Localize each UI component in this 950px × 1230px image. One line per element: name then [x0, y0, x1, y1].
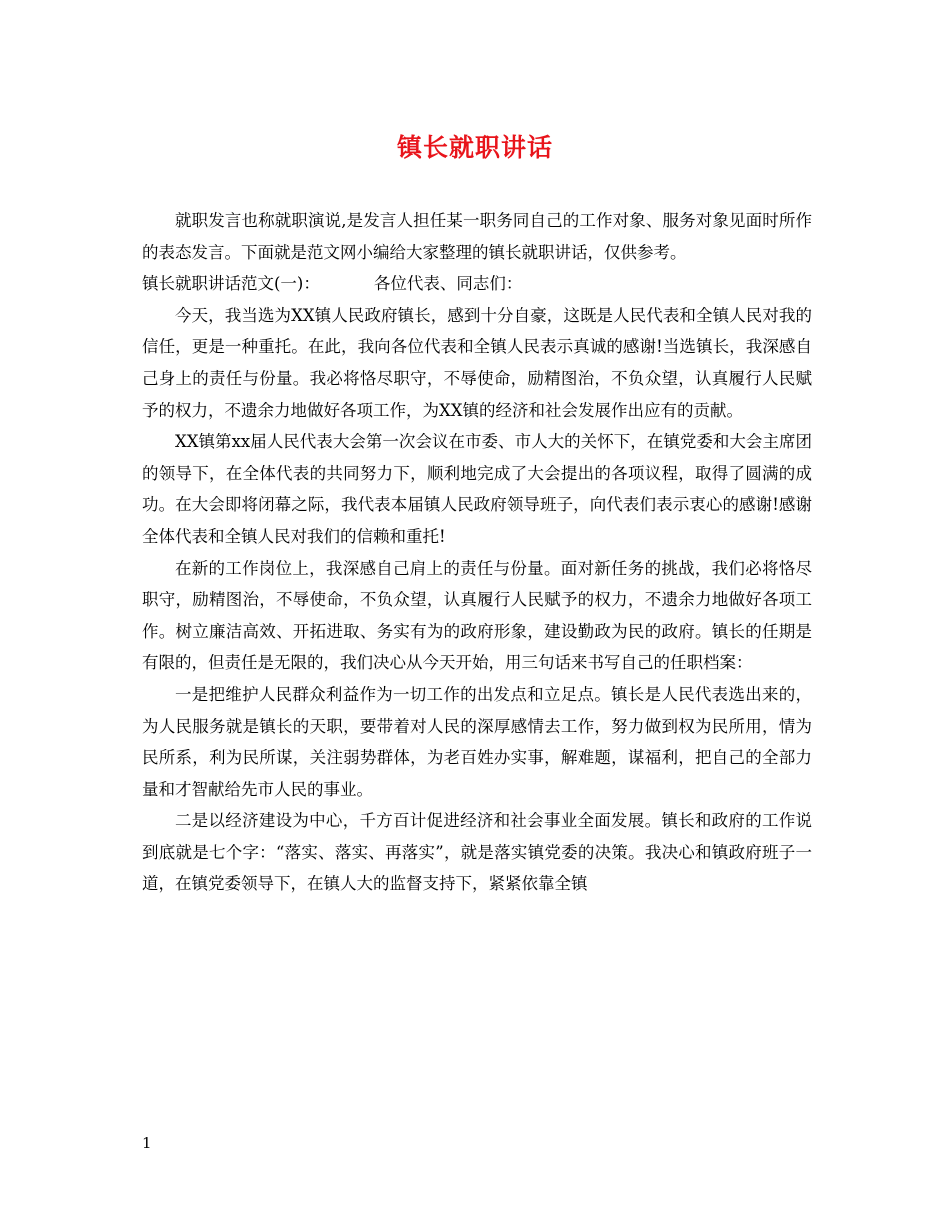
section-heading-line	[142, 268, 812, 300]
intro-paragraph: 就职发言也称就职演说,是发言人担任某一职务同自己的工作对象、服务对象见面时所作的表态发言。下面就是范文网小编给大家整理的镇长就职讲话，仅供参考。	[142, 211, 812, 262]
page-number: 1	[142, 1134, 152, 1152]
body-paragraph: XX镇第xx届人民代表大会第一次会议在市委、市人大的关怀下，在镇党委和大会主席团的领导下，在全体代表的共同努力下，顺利地完成了大会提出的各项议程，取得了圆满的成功。在大会即将闭幕之际，我代表本届镇人民政府领导班子，向代表们表示衷心的感谢!感谢全体代表和全镇人民对我们的信赖和重托!	[142, 432, 812, 546]
body-paragraph: 今天，我当选为XX镇人民政府镇长，感到十分自豪，这既是人民代表和全镇人民对我的信任，更是一种重托。在此，我向各位代表和全镇人民表示真诚的感谢!当选镇长，我深感自己身上的责任与份量。我必将恪尽职守，不辱使命，励精图治，不负众望，认真履行人民赋予的权力，不遗余力地做好各项工作，为XX镇的经济和社会发展作出应有的贡献。	[142, 305, 812, 420]
body-paragraph: 一是把维护人民群众利益作为一切工作的出发点和立足点。镇长是人民代表选出来的，为人民服务就是镇长的天职，要带着对人民的深厚感情去工作，努力做到权为民所用，情为民所系，利为民所谋，关注弱势群体，为老百姓办实事，解难题，谋福利，把自己的全部力量和才智献给先市人民的事业。	[142, 684, 812, 799]
document-title: 镇长就职讲话	[396, 133, 553, 162]
section-label: 镇长就职讲话范文(一)：	[142, 274, 320, 294]
document-body	[142, 205, 812, 900]
greeting: 各位代表、同志们：	[373, 274, 523, 294]
body-paragraph: 二是以经济建设为中心，千方百计促进经济和社会事业全面发展。镇长和政府的工作说到底就是七个字：“落实、落实、再落实”，就是落实镇党委的决策。我决心和镇政府班子一道，在镇党委领导下，在镇人大的监督支持下，紧紧依靠全镇	[142, 811, 812, 894]
body-paragraph: 在新的工作岗位上，我深感自己肩上的责任与份量。面对新任务的挑战，我们必将恪尽职守，励精图治，不辱使命，不负众望，认真履行人民赋予的权力，不遗余力地做好各项工作。树立廉洁高效、开拓进取、务实有为的政府形象，建设勤政为民的政府。镇长的任期是有限的，但责任是无限的，我们决心从今天开始，用三句话来书写自己的任职档案：	[142, 558, 812, 673]
